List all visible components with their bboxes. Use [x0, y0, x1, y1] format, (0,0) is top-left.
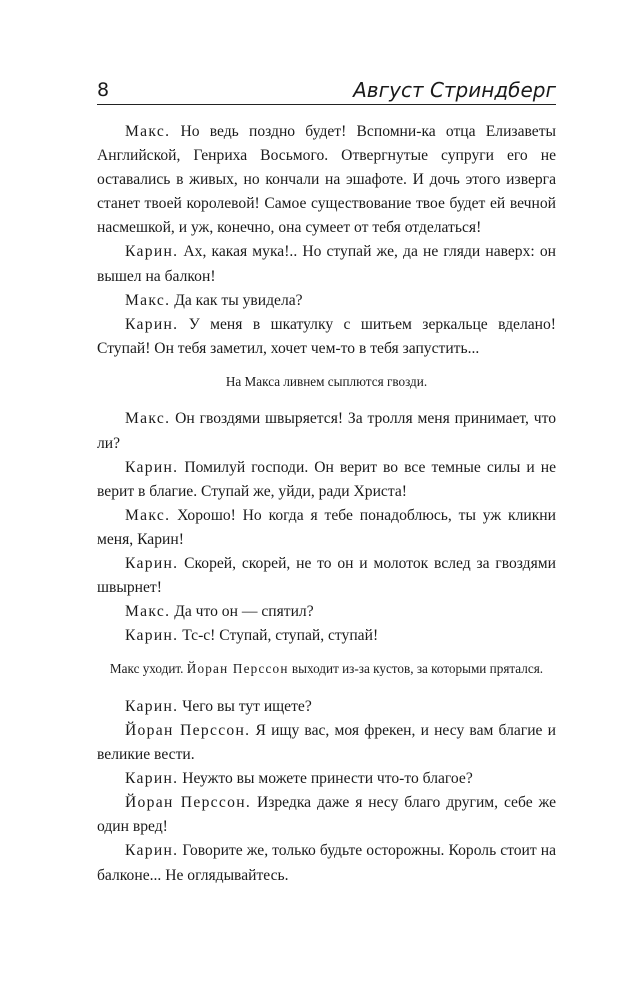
dialogue-line	[97, 791, 556, 839]
stage-direction	[97, 371, 556, 394]
page-number: 8	[97, 79, 110, 101]
line-text: Изредка даже я несу благо другим, себе же один вред!	[97, 794, 556, 836]
dialogue-line	[97, 289, 556, 313]
stage-text: На Макса ливнем сыплются гвозди.	[225, 373, 428, 389]
page-header	[97, 74, 556, 105]
page-body	[97, 120, 556, 888]
dialogue-line	[97, 600, 556, 624]
stage-text: выходит из-за кустов, за которыми прятался.	[288, 661, 544, 677]
dialogue-line	[97, 624, 556, 648]
speaker-name: Карин.	[125, 770, 179, 788]
line-text: Скорей, скорей, не то он и молоток вслед за гвоздями швырнет!	[97, 555, 556, 597]
speaker-name: Карин.	[125, 458, 179, 476]
dialogue-line	[97, 120, 556, 240]
line-text: Он гвоздями швыряется! За тролля меня принимает, что ли?	[97, 410, 556, 452]
speaker-name: Карин.	[125, 842, 179, 860]
line-text: Неужто вы можете принести что-то благое?	[178, 770, 473, 788]
dialogue-line	[97, 767, 556, 791]
line-text: Тс-с! Ступай, ступай, ступай!	[178, 627, 379, 645]
line-text: У меня в шкатулку с шитьем зеркальце вделано! Ступай! Он тебя заметил, хочет чем-то в тебя запустить...	[97, 315, 556, 357]
line-text: Чего вы тут ищете?	[178, 697, 312, 715]
running-head: Август Стриндберг	[353, 78, 556, 102]
speaker-name: Карин.	[125, 627, 179, 645]
line-text: Говорите же, только будьте осторожны. Король стоит на балконе... Не оглядывайтесь.	[97, 842, 556, 884]
speaker-name: Макс.	[125, 506, 171, 524]
speaker-name: Карин.	[125, 555, 179, 572]
speaker-name: Макс.	[125, 291, 171, 309]
line-text: Да как ты увидела?	[170, 291, 303, 309]
stage-text: Макс уходит.	[109, 661, 187, 677]
dialogue-line	[97, 313, 556, 361]
line-text: Да что он — спятил?	[170, 603, 314, 621]
speaker-name: Йоран Перссон.	[125, 721, 251, 739]
speaker-name: Макс.	[125, 603, 171, 621]
line-text: Помилуй господи. Он верит во все темные силы и не верит в благие. Ступай же, уйди, ради Христа!	[97, 458, 556, 500]
dialogue-line	[97, 695, 556, 719]
dialogue-line	[97, 240, 556, 288]
speaker-name: Карин.	[125, 697, 179, 715]
line-text: Но ведь поздно будет! Вспомни-ка отца Елизаветы Английской, Генриха Восьмого. Отвергнутые супруги его не оставались в живых, но кончали на эшафоте. И дочь этого изверга станет твоей королевой! Самое существование твое будет ей вечной насмешкой, и уж, конечно, она сумеет от тебя отделаться!	[97, 123, 556, 237]
speaker-name: Макс.	[125, 410, 171, 428]
speaker-name: Йоран Перссон	[186, 661, 289, 677]
dialogue-line	[97, 839, 556, 887]
dialogue-line	[97, 504, 556, 552]
line-text: Я ищу вас, моя фрекен, и несу вам благие и великие вести.	[97, 721, 556, 764]
speaker-name: Макс.	[125, 123, 171, 140]
dialogue-line	[97, 552, 556, 600]
dialogue-line	[97, 456, 556, 504]
speaker-name: Карин.	[125, 243, 179, 261]
line-text: Хорошо! Но когда я тебе понадоблюсь, ты уж кликни меня, Карин!	[97, 506, 556, 548]
line-text: Ах, какая мука!.. Но ступай же, да не гляди наверх: он вышел на балкон!	[97, 243, 556, 285]
dialogue-line	[97, 719, 556, 767]
stage-direction	[97, 658, 556, 681]
speaker-name: Йоран Перссон.	[125, 794, 252, 812]
speaker-name: Карин.	[125, 315, 179, 333]
dialogue-line	[97, 407, 556, 455]
